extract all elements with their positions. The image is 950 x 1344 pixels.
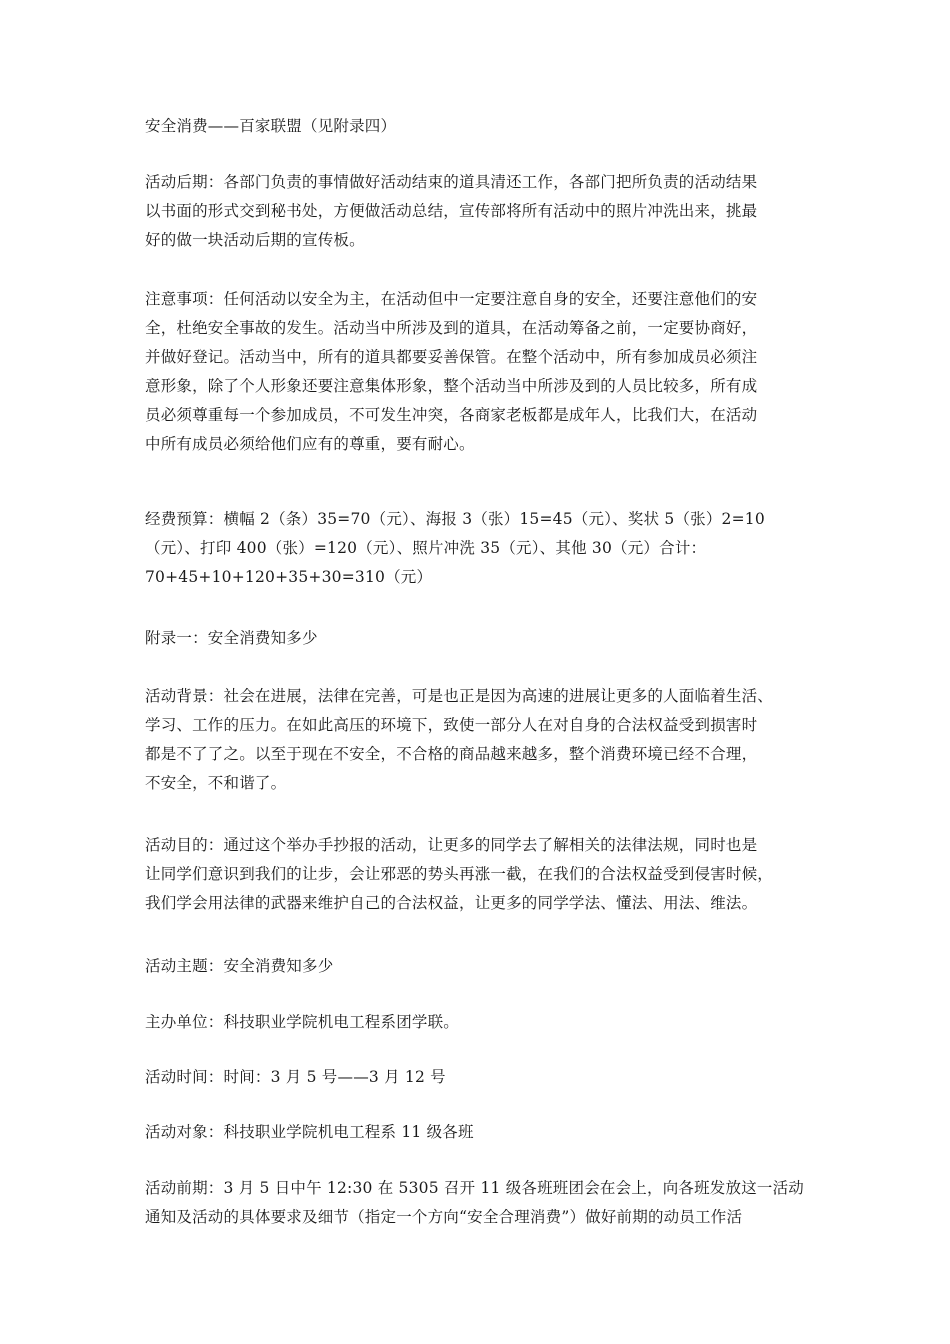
text-line: 活动目的：通过这个举办手抄报的活动，让更多的同学去了解相关的法律法规，同时也是 (145, 836, 758, 854)
text-line: 活动对象：科技职业学院机电工程系 11 级各班 (145, 1123, 474, 1141)
text-line: 活动时间：时间：3 月 5 号——3 月 12 号 (145, 1068, 446, 1086)
text-line: 学习、工作的压力。在如此高压的环境下，致使一部分人在对自身的合法权益受到损害时 (145, 716, 758, 734)
text-line: 并做好登记。活动当中，所有的道具都要妥善保管。在整个活动中，所有参加成员必须注 (145, 348, 758, 366)
paragraph-organizer (145, 1008, 805, 1037)
text-line: （元）、打印 400（张）=120（元）、照片冲洗 35（元）、其他 30（元）合计： (145, 539, 707, 557)
text-line: 附录一：安全消费知多少 (145, 629, 318, 647)
paragraph-post-activity (145, 168, 805, 255)
paragraph-pre-activity (145, 1174, 805, 1232)
paragraph-time (145, 1063, 805, 1092)
text-line: 我们学会用法律的武器来维护自己的合法权益，让更多的同学学法、懂法、用法、维法。 (145, 894, 758, 912)
paragraph-background (145, 682, 805, 798)
text-line: 安全消费——百家联盟（见附录四） (145, 117, 397, 135)
text-line: 通知及活动的具体要求及细节（指定一个方向“安全合理消费”）做好前期的动员工作活 (145, 1208, 743, 1226)
paragraph-appendix-four-ref (145, 112, 805, 141)
paragraph-purpose (145, 831, 805, 918)
text-line: 经费预算：横幅 2（条）35=70（元）、海报 3（张）15=45（元）、奖状 5（张）2=10 (145, 510, 765, 528)
paragraph-audience (145, 1118, 805, 1147)
text-line: 70+45+10+120+35+30=310（元） (145, 568, 433, 586)
text-line: 全，杜绝安全事故的发生。活动当中所涉及到的道具，在活动筹备之前，一定要协商好， (145, 319, 758, 337)
text-line: 意形象，除了个人形象还要注意集体形象，整个活动当中所涉及到的人员比较多，所有成 (145, 377, 758, 395)
paragraph-appendix-one-title (145, 624, 805, 653)
text-line: 中所有成员必须给他们应有的尊重，要有耐心。 (145, 435, 475, 453)
text-line: 都是不了了之。以至于现在不安全，不合格的商品越来越多，整个消费环境已经不合理， (145, 745, 758, 763)
text-line: 活动后期：各部门负责的事情做好活动结束的道具清还工作，各部门把所负责的活动结果 (145, 173, 758, 191)
text-line: 主办单位：科技职业学院机电工程系团学联。 (145, 1013, 460, 1031)
text-line: 员必须尊重每一个参加成员，不可发生冲突，各商家老板都是成年人，比我们大，在活动 (145, 406, 758, 424)
text-line: 活动前期：3 月 5 日中午 12:30 在 5305 召开 11 级各班班团会在会上，向各班发放这一活动 (145, 1179, 805, 1197)
text-line: 以书面的形式交到秘书处，方便做活动总结，宣传部将所有活动中的照片冲洗出来，挑最 (145, 202, 758, 220)
text-line: 活动背景：社会在进展，法律在完善，可是也正是因为高速的进展让更多的人面临着生活、 (145, 687, 774, 705)
text-line: 好的做一块活动后期的宣传板。 (145, 231, 365, 249)
paragraph-notes (145, 285, 805, 459)
text-line: 不安全，不和谐了。 (145, 774, 287, 792)
text-line: 活动主题：安全消费知多少 (145, 957, 334, 975)
paragraph-budget (145, 505, 805, 592)
paragraph-theme (145, 952, 805, 981)
text-line: 让同学们意识到我们的让步，会让邪恶的势头再涨一截，在我们的合法权益受到侵害时候， (145, 865, 774, 883)
text-line: 注意事项：任何活动以安全为主，在活动但中一定要注意自身的安全，还要注意他们的安 (145, 290, 758, 308)
